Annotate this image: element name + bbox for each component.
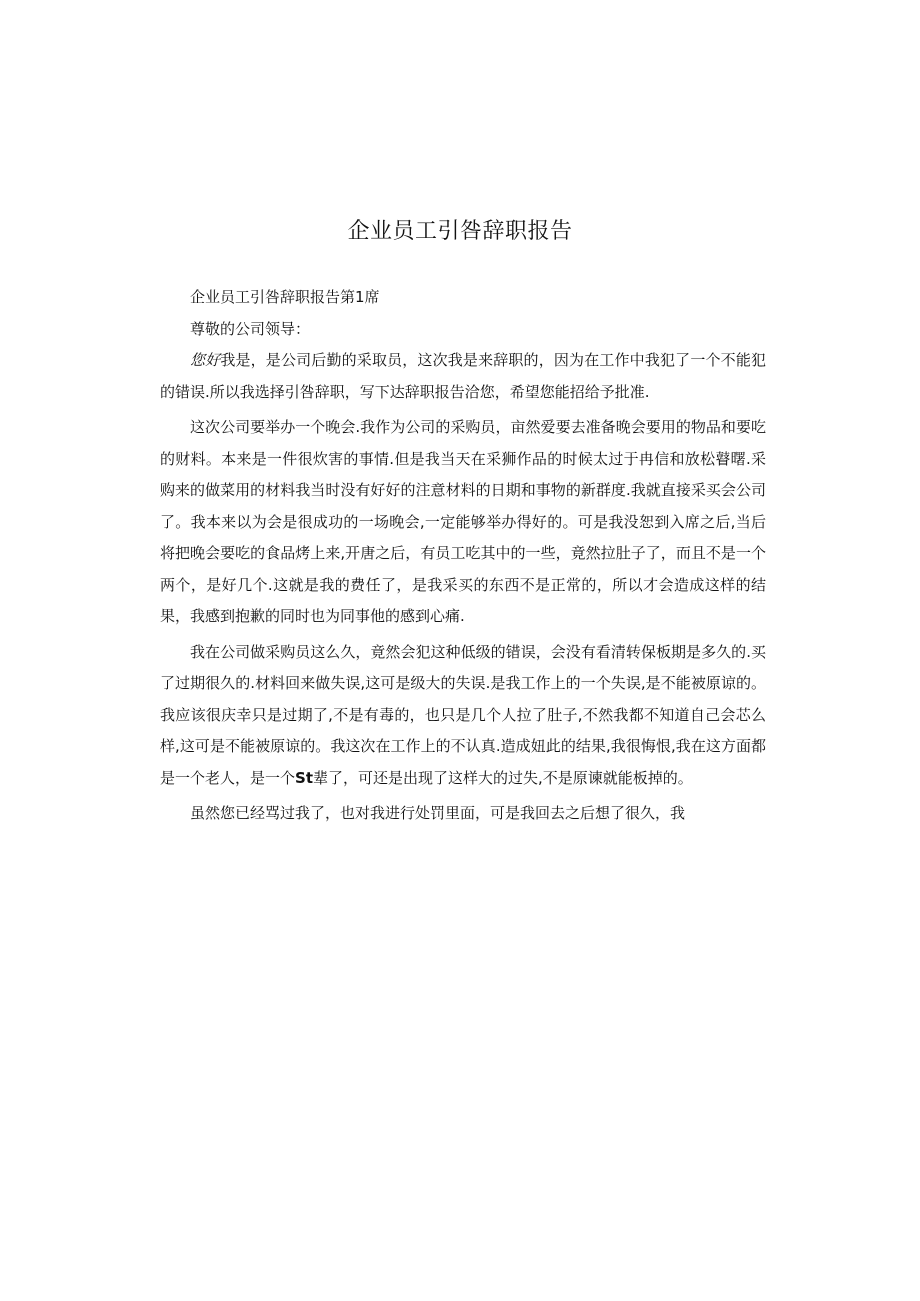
paragraph-3-text-b: 辈了，可还是出现了这样大的过失,不是原谏就能板掉的。 (313, 768, 693, 787)
paragraph-1-text: 我是，是公司后勤的采取员，这次我是来辞职的，因为在工作中我犯了一个不能犯的错误.所以我选择引咎辞职，写下达辞职报告洽您，希望您能招给予批准. (160, 351, 766, 401)
paragraph-1 (160, 345, 766, 408)
paragraph-4: 虽然您已经骂过我了，也对我进行处罚里面，可是我回去之后想了很久，我 (190, 804, 686, 822)
paragraph-3-bold: St (295, 768, 313, 787)
paragraph-3-text-a: 我在公司做采购员这么久，竟然会犯这种低级的错误，会没有看清转保板期是多久的.买了过期很久的.材料回来做失误,这可是级大的失误.是我工作上的一个失误,是不能被原谅的。我应该很庆幸只是过期了,不是有毒的，也只是几个人拉了肚子,不然我都不知道自己会芯么样,这可是不能被原谅的。我这次在工作上的不认真.造成妞此的结果,我很悔恨,我在这方面都是一个老人，是一个 (160, 642, 766, 787)
paragraph-2: 这次公司要举办一个晚会.我作为公司的采购员，亩然爱要去准备晚会要用的物品和要吃的财料。本来是一件很炊害的事情.但是我当天在采狮作品的时候太过于冉信和放松瞽曙.采购来的做菜用的材料我当时没有好好的注意材料的日期和事物的新群度.我就直接采买会公司了。我本来以为会是很成功的一场晚会,一定能够举办得好的。可是我没恕到入席之后,当后将把晚会要吃的食品烤上来,开唐之后，有员工吃其中的一些，竟然拉肚子了，而且不是一个两个，是好几个.这就是我的费任了，是我采买的东西不是正常的，所以才会造成这样的结果，我感到抱歉的同时也为同事他的感到心痛. (160, 418, 766, 625)
salutation: 尊敬的公司领导： (190, 319, 311, 338)
greeting: 您好 (190, 351, 221, 369)
paragraph-3 (160, 637, 766, 795)
document-subtitle: 企业员工引咎辞职报告第1席 (190, 288, 380, 306)
document-body (160, 282, 766, 830)
document-title: 企业员工引咎辞职报告 (347, 219, 573, 244)
